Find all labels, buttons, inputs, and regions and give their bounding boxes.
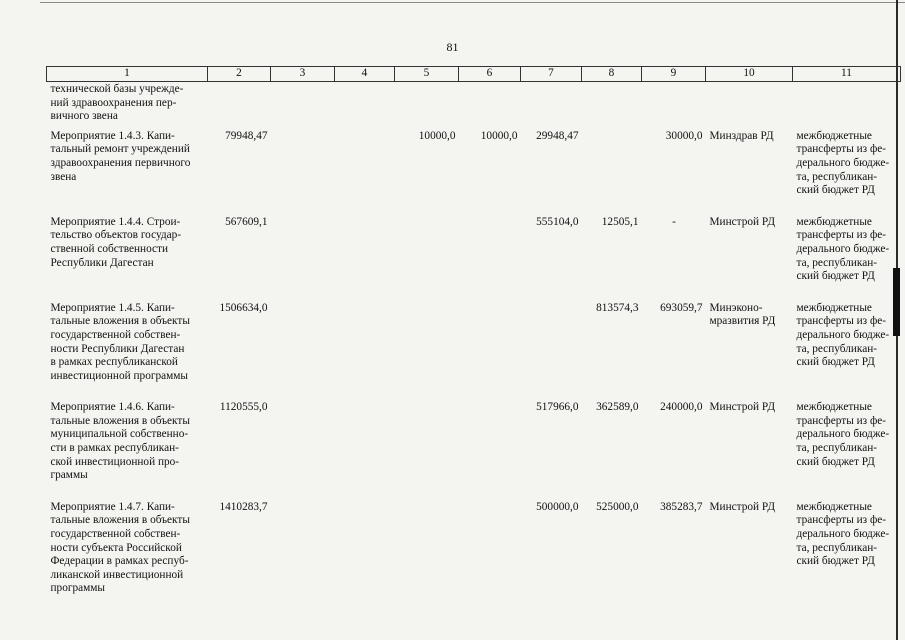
funding-source-line: трансферты из фе- [796,514,887,527]
measure-name-line: здравоохранения первичного [50,156,191,169]
funding-source-line: трансферты из фе- [796,229,887,242]
empty-cell [459,82,521,124]
measure-name-line: Мероприятие 1.4.3. Капи- [50,129,175,142]
funding-source [793,124,901,210]
year-amount-c3 [271,395,335,495]
column-number-row [47,67,901,82]
year-amount-c3 [271,210,335,296]
funding-source-line: дерального бюдже- [796,528,890,541]
year-amount-c4 [335,296,395,396]
year-amount-c7: 500000,0 [536,500,579,513]
table-row [47,124,901,210]
measure-name-line: сти в рамках республикан- [50,442,179,455]
col-header-2: 2 [208,67,271,82]
col-header-11: 11 [793,67,901,82]
year-amount-c3 [271,495,335,608]
executor-line: Минстрой РД [709,401,776,414]
measure-name-line: звена [50,170,77,183]
year-amount-c9: 30000,0 [665,129,703,142]
year-amount-c7: 555104,0 [536,215,579,228]
measure-name-line: в рамках республиканской [50,356,178,369]
year-amount-c3 [271,124,335,210]
col-header-10: 10 [706,67,793,82]
measure-name-line: Мероприятие 1.4.7. Капи- [50,500,175,513]
year-amount-c7 [521,296,582,396]
year-amount-c4 [335,210,395,296]
executor-line: мразвития РД [709,315,776,328]
funding-source-line: ский бюджет РД [796,184,875,197]
empty-cell [335,82,395,124]
executor-line: Минстрой РД [709,500,776,513]
year-amount-c9: 240000,0 [660,401,703,414]
measure-name [47,124,208,210]
year-amount-c8: 813574,3 [596,301,639,314]
funding-source [793,495,901,608]
total-amount: 1410283,7 [219,500,268,513]
measure-name-line: ности субъекта Российской [50,541,182,554]
year-amount-c8 [582,124,642,210]
funding-source-line: трансферты из фе- [796,414,887,427]
continued-name-line: вичного звена [50,110,118,123]
year-amount-c9: 693059,7 [660,301,703,314]
empty-cell [271,82,335,124]
col-header-7: 7 [521,67,582,82]
measure-name-line: тальные вложения в объекты [50,514,190,527]
measure-name-line: тальные вложения в объекты [50,414,190,427]
col-header-5: 5 [395,67,459,82]
funding-source-line: межбюджетные [796,301,872,314]
funding-source-line: дерального бюдже- [796,156,890,169]
continuation-row [47,82,901,124]
col-header-8: 8 [582,67,642,82]
executor [706,124,793,210]
year-amount-c9: 385283,7 [660,500,703,513]
empty-cell [582,82,642,124]
executor-line: Минздрав РД [709,129,774,142]
empty-cell [642,82,706,124]
measure-name-line: тельство объектов государ- [50,229,182,242]
year-amount-c5 [395,296,459,396]
empty-cell [793,82,901,124]
funding-source-line: та, республикан- [796,342,878,355]
year-amount-c9: - [672,215,676,228]
col-header-6: 6 [459,67,521,82]
funding-source-line: межбюджетные [796,500,872,513]
measure-name [47,395,208,495]
measure-name-line: государственной собствен- [50,328,181,341]
funding-source-line: та, республикан- [796,256,878,269]
funding-source-line: дерального бюдже- [796,328,890,341]
executor [706,395,793,495]
executor [706,296,793,396]
year-amount-c8: 525000,0 [596,500,639,513]
funding-source-line: ский бюджет РД [796,455,875,468]
scan-top-edge [40,2,905,3]
year-amount-c8: 12505,1 [601,215,639,228]
funding-source [793,395,901,495]
year-amount-c4 [335,395,395,495]
total-amount: 567609,1 [225,215,268,228]
funding-source-line: межбюджетные [796,401,872,414]
measure-name-line: ности Республики Дагестан [50,342,185,355]
year-amount-c6 [459,495,521,608]
measure-name-line: инвестиционной программы [50,369,189,382]
executor [706,210,793,296]
page-number: 81 [446,40,459,54]
funding-source-line: та, республикан- [796,170,878,183]
measure-name-line: Мероприятие 1.4.6. Капи- [50,401,175,414]
funding-source-line: ский бюджет РД [796,270,875,283]
empty-cell [521,82,582,124]
measure-name-line: ственной собственности [50,242,169,255]
year-amount-c3 [271,296,335,396]
funding-source-line: ский бюджет РД [796,356,875,369]
measure-name [47,296,208,396]
table-row [47,296,901,396]
funding-source [793,210,901,296]
year-amount-c6 [459,210,521,296]
total-amount: 79948,47 [225,129,268,142]
measure-name-line: ликанской инвестиционной [50,568,184,581]
measure-name-line: Мероприятие 1.4.5. Капи- [50,301,175,314]
total-amount: 1120555,0 [219,401,268,414]
funding-source-line: та, республикан- [796,541,878,554]
year-amount-c7: 517966,0 [536,401,579,414]
measure-name-line: муниципальной собственно- [50,428,189,441]
table-row [47,210,901,296]
measure-name-line: Мероприятие 1.4.4. Строи- [50,215,181,228]
year-amount-c6 [459,296,521,396]
funding-source-line: ский бюджет РД [796,555,875,568]
continued-name [47,82,208,124]
col-header-1: 1 [47,67,208,82]
empty-cell [706,82,793,124]
year-amount-c5: 10000,0 [418,129,456,142]
measure-name-line: тальные вложения в объекты [50,315,190,328]
funding-source-line: межбюджетные [796,215,872,228]
total-amount: 1506634,0 [219,301,268,314]
funding-source-line: дерального бюдже- [796,242,890,255]
funding-source-line: межбюджетные [796,129,872,142]
empty-cell [395,82,459,124]
col-header-3: 3 [271,67,335,82]
executor [706,495,793,608]
year-amount-c6 [459,395,521,495]
year-amount-c5 [395,495,459,608]
empty-cell [208,82,271,124]
measure-name-line: тальный ремонт учреждений [50,143,190,156]
measure-name-line: программы [50,582,106,595]
year-amount-c4 [335,495,395,608]
funding-source-line: трансферты из фе- [796,143,887,156]
col-header-4: 4 [335,67,395,82]
executor-line: Минэконо- [709,301,763,314]
measure-name-line: Республики Дагестан [50,256,154,269]
measure-name-line: государственной собствен- [50,528,181,541]
year-amount-c8: 362589,0 [596,401,639,414]
funding-source [793,296,901,396]
continued-name-line: ний здравоохранения пер- [50,96,177,109]
measure-name-line: ской инвестиционной про- [50,455,180,468]
table-row [47,495,901,608]
measure-name-line: граммы [50,469,88,482]
year-amount-c5 [395,395,459,495]
continued-name-line: технической базы учрежде- [50,83,184,95]
table-row [47,395,901,495]
executor-line: Минстрой РД [709,215,776,228]
funding-source-line: дерального бюдже- [796,428,890,441]
year-amount-c7: 29948,47 [536,129,579,142]
measure-name-line: Федерации в рамках респуб- [50,555,189,568]
funding-source-line: трансферты из фе- [796,315,887,328]
measure-name [47,495,208,608]
measure-name [47,210,208,296]
year-amount-c6: 10000,0 [480,129,518,142]
year-amount-c4 [335,124,395,210]
col-header-9: 9 [642,67,706,82]
program-table [46,66,901,608]
year-amount-c5 [395,210,459,296]
funding-source-line: та, республикан- [796,442,878,455]
